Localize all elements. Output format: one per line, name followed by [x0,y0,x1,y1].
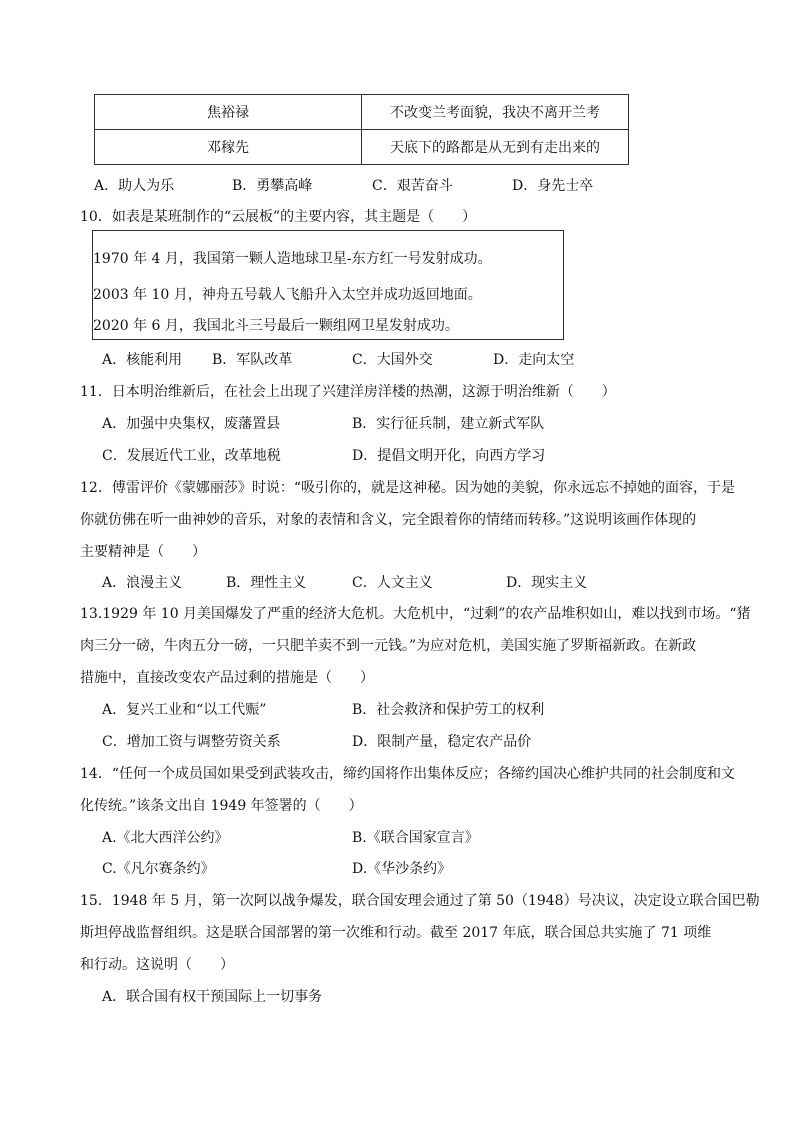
q10-option-d: D．走向太空 [493,352,575,368]
q13-option-c: C．增加工资与调整劳资关系 [102,734,281,750]
q13-line: 13.1929 年 10 月美国爆发了严重的经济大危机。大危机中，“过剩”的农产品堆积如山，难以找到市场。“猪 [80,606,751,622]
q11-option-d: D．提倡文明开化，向西方学习 [352,448,546,464]
q11-option-b: B．实行征兵制，建立新式军队 [352,416,545,432]
q11-option-c: C．发展近代工业，改革地税 [102,448,281,464]
q9-option-a: A．助人为乐 [94,178,175,194]
q10-option-a: A．核能利用 [102,352,183,368]
q12-line: 你就仿佛在听一曲神妙的音乐，对象的表情和含义，完全跟着你的情绪而转移。”这说明该画作体现的 [80,512,697,528]
q12-line: 12．傅雷评价《蒙娜丽莎》时说：“吸引你的，就是这神秘。因为她的美貌，你永远忘不掉她的面容，于是 [80,480,735,496]
board-line: 2003 年 10 月，神舟五号载人飞船升入太空并成功返回地面。 [93,287,482,303]
table-cell-quote: 不改变兰考面貌，我决不离开兰考 [362,95,629,130]
q12-option-b: B．理性主义 [226,575,307,591]
q14-line: 化传统。”该条文出自 1949 年签署的（ ） [80,798,363,814]
q11-stem: 11．日本明治维新后，在社会上出现了兴建洋房洋楼的热潮，这源于明治维新（ ） [80,384,616,400]
q14-option-b: B.《联合国家宣言》 [352,830,479,846]
q12-line: 主要精神是（ ） [80,544,206,560]
q9-option-d: D．身先士卒 [512,178,594,194]
q11-option-a: A．加强中央集权，废藩置县 [102,416,281,432]
q13-option-a: A．复兴工业和“以工代赈” [102,702,267,718]
q14-line: 14．“任何一个成员国如果受到武装攻击，缔约国将作出集体反应；各缔约国决心维护共同的社会制度和文 [80,766,735,782]
q15-line: 15．1948 年 5 月，第一次阿以战争爆发，联合国安理会通过了第 50（1948）号决议，决定设立联合国巴勒 [80,893,760,909]
q14-option-d: D.《华沙条约》 [352,861,452,877]
q9-option-b: B．勇攀高峰 [232,178,313,194]
q15-line: 斯坦停战监督组织。这是联合国部署的第一次维和行动。截至 2017 年底，联合国总共实施了 71 项维 [80,925,712,941]
board-line: 1970 年 4 月，我国第一颗人造地球卫星-东方红一号发射成功。 [93,251,492,267]
q13-option-b: B．社会救济和保护劳工的权利 [352,702,545,718]
q12-option-a: A．浪漫主义 [102,575,183,591]
q15-line: 和行动。这说明（ ） [80,957,234,973]
q9-option-c: C．艰苦奋斗 [372,178,453,194]
q14-option-a: A.《北大西洋公约》 [102,830,229,846]
q13-line: 肉三分一磅，牛肉五分一磅，一只肥羊卖不到一元钱。”为应对危机，美国实施了罗斯福新政。在新政 [80,638,697,654]
q10-stem: 10．如表是某班制作的“云展板”的主要内容，其主题是（ ） [80,209,477,225]
table-cell-name: 焦裕禄 [95,95,362,130]
q12-option-d: D．现实主义 [506,575,588,591]
table-cell-name: 邓稼先 [95,130,362,165]
quote-table [94,94,629,165]
q12-option-c: C．人文主义 [352,575,433,591]
q13-line: 措施中，直接改变农产品过剩的措施是（ ） [80,670,374,686]
q15-option-a: A．联合国有权干预国际上一切事务 [102,989,323,1005]
q13-option-d: D．限制产量，稳定农产品价 [352,734,532,750]
table-row [95,95,629,130]
cloud-board [92,230,564,340]
table-row [95,130,629,165]
q10-option-b: B．军队改革 [212,352,293,368]
q14-option-c: C.《凡尔赛条约》 [102,861,215,877]
q10-option-c: C．大国外交 [352,352,433,368]
board-line: 2020 年 6 月，我国北斗三号最后一颗组网卫星发射成功。 [93,318,459,334]
table-cell-quote: 天底下的路都是从无到有走出来的 [362,130,629,165]
